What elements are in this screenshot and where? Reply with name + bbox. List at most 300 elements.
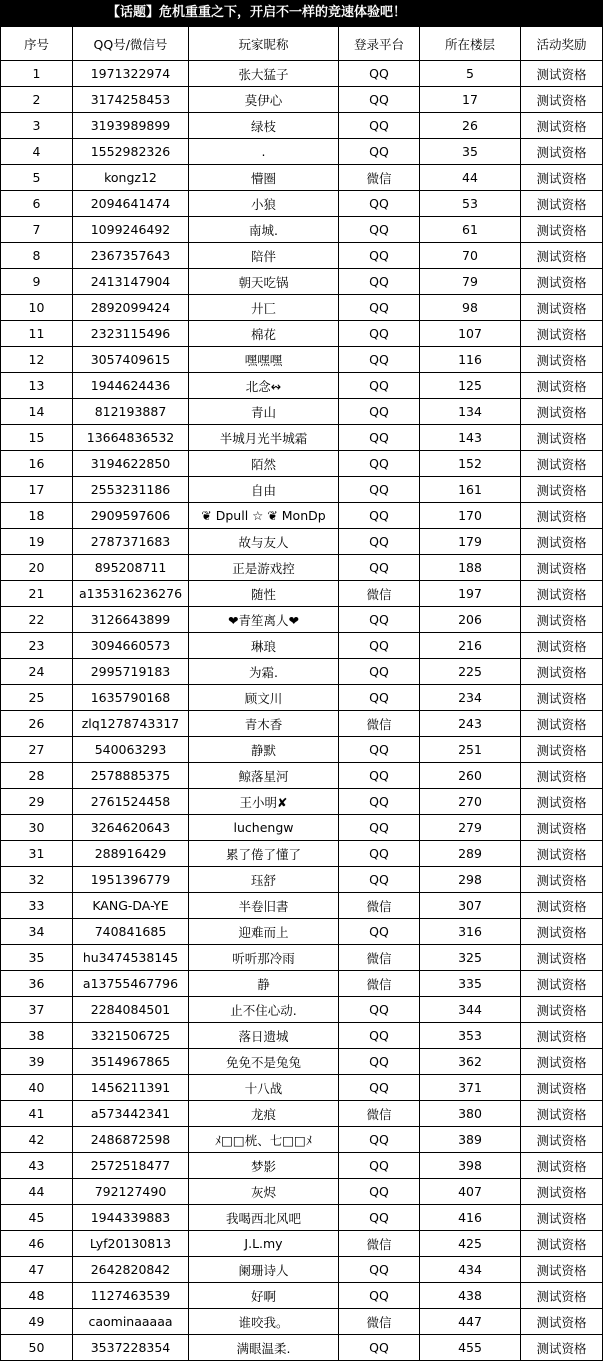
- cell-floor: 197: [420, 581, 521, 607]
- cell-account: 2486872598: [73, 1127, 189, 1153]
- cell-platform: QQ: [339, 1179, 420, 1205]
- cell-platform: 微信: [339, 581, 420, 607]
- cell-nickname: 自由: [189, 477, 339, 503]
- table-row: [1, 1257, 603, 1283]
- cell-platform: QQ: [339, 295, 420, 321]
- cell-index: 50: [1, 1335, 73, 1361]
- cell-nickname: 落日遗城: [189, 1023, 339, 1049]
- cell-floor: 5: [420, 61, 521, 87]
- cell-nickname: ❤青笙离人❤: [189, 607, 339, 633]
- cell-reward: 测试资格: [521, 113, 603, 139]
- table-row: [1, 347, 603, 373]
- cell-nickname: 止不住心动.: [189, 997, 339, 1023]
- cell-reward: 测试资格: [521, 867, 603, 893]
- table-row: [1, 815, 603, 841]
- cell-index: 32: [1, 867, 73, 893]
- cell-platform: QQ: [339, 997, 420, 1023]
- cell-platform: QQ: [339, 529, 420, 555]
- cell-platform: QQ: [339, 867, 420, 893]
- table-row: [1, 217, 603, 243]
- cell-reward: 测试资格: [521, 1023, 603, 1049]
- cell-index: 37: [1, 997, 73, 1023]
- cell-nickname: 嘿嘿嘿: [189, 347, 339, 373]
- cell-reward: 测试资格: [521, 1231, 603, 1257]
- cell-platform: QQ: [339, 841, 420, 867]
- cell-platform: QQ: [339, 607, 420, 633]
- cell-reward: 测试资格: [521, 971, 603, 997]
- cell-platform: QQ: [339, 321, 420, 347]
- table-row: [1, 945, 603, 971]
- cell-account: 1944339883: [73, 1205, 189, 1231]
- table-row: [1, 61, 603, 87]
- cell-account: 3537228354: [73, 1335, 189, 1361]
- header-reward: 活动奖励: [521, 27, 603, 61]
- cell-reward: 测试资格: [521, 1127, 603, 1153]
- cell-account: 2995719183: [73, 659, 189, 685]
- cell-index: 45: [1, 1205, 73, 1231]
- cell-index: 24: [1, 659, 73, 685]
- cell-index: 27: [1, 737, 73, 763]
- cell-account: 1971322974: [73, 61, 189, 87]
- cell-account: 2892099424: [73, 295, 189, 321]
- cell-reward: 测试资格: [521, 269, 603, 295]
- cell-index: 44: [1, 1179, 73, 1205]
- cell-floor: 398: [420, 1153, 521, 1179]
- cell-platform: QQ: [339, 191, 420, 217]
- table-row: [1, 789, 603, 815]
- cell-index: 17: [1, 477, 73, 503]
- cell-reward: 测试资格: [521, 243, 603, 269]
- cell-floor: 79: [420, 269, 521, 295]
- cell-reward: 测试资格: [521, 451, 603, 477]
- table-row: [1, 633, 603, 659]
- cell-reward: 测试资格: [521, 607, 603, 633]
- cell-platform: QQ: [339, 1205, 420, 1231]
- table-row: [1, 451, 603, 477]
- table-row: [1, 555, 603, 581]
- cell-index: 9: [1, 269, 73, 295]
- cell-platform: QQ: [339, 217, 420, 243]
- cell-account: 740841685: [73, 919, 189, 945]
- cell-floor: 270: [420, 789, 521, 815]
- header-platform: 登录平台: [339, 27, 420, 61]
- cell-nickname: 累了倦了懂了: [189, 841, 339, 867]
- cell-reward: 测试资格: [521, 659, 603, 685]
- cell-index: 29: [1, 789, 73, 815]
- table-row: [1, 711, 603, 737]
- cell-nickname: 陪伴: [189, 243, 339, 269]
- cell-index: 13: [1, 373, 73, 399]
- cell-reward: 测试资格: [521, 1075, 603, 1101]
- cell-platform: QQ: [339, 399, 420, 425]
- cell-account: a573442341: [73, 1101, 189, 1127]
- cell-account: kongz12: [73, 165, 189, 191]
- cell-reward: 测试资格: [521, 1309, 603, 1335]
- cell-floor: 17: [420, 87, 521, 113]
- cell-nickname: 听听那冷雨: [189, 945, 339, 971]
- cell-floor: 179: [420, 529, 521, 555]
- cell-nickname: 为霜.: [189, 659, 339, 685]
- cell-nickname: 好啊: [189, 1283, 339, 1309]
- cell-nickname: .: [189, 139, 339, 165]
- cell-platform: QQ: [339, 1335, 420, 1361]
- cell-platform: 微信: [339, 1101, 420, 1127]
- cell-nickname: 鲸落星河: [189, 763, 339, 789]
- cell-account: 2367357643: [73, 243, 189, 269]
- cell-nickname: 静默: [189, 737, 339, 763]
- cell-index: 41: [1, 1101, 73, 1127]
- cell-reward: 测试资格: [521, 295, 603, 321]
- cell-floor: 298: [420, 867, 521, 893]
- cell-floor: 380: [420, 1101, 521, 1127]
- cell-floor: 170: [420, 503, 521, 529]
- table-row: [1, 659, 603, 685]
- table-row: [1, 425, 603, 451]
- cell-index: 15: [1, 425, 73, 451]
- cell-nickname: 灰烬: [189, 1179, 339, 1205]
- cell-nickname: 朝天吃锅: [189, 269, 339, 295]
- cell-platform: QQ: [339, 451, 420, 477]
- cell-floor: 260: [420, 763, 521, 789]
- cell-index: 14: [1, 399, 73, 425]
- cell-reward: 测试资格: [521, 347, 603, 373]
- cell-account: 2572518477: [73, 1153, 189, 1179]
- cell-account: 1552982326: [73, 139, 189, 165]
- cell-nickname: 北念↭: [189, 373, 339, 399]
- table-row: [1, 243, 603, 269]
- cell-platform: 微信: [339, 893, 420, 919]
- table-row: [1, 477, 603, 503]
- cell-nickname: 青木香: [189, 711, 339, 737]
- cell-platform: QQ: [339, 737, 420, 763]
- cell-index: 42: [1, 1127, 73, 1153]
- cell-account: KANG-DA-YE: [73, 893, 189, 919]
- cell-nickname: 静: [189, 971, 339, 997]
- cell-account: 1951396779: [73, 867, 189, 893]
- table-row: [1, 1283, 603, 1309]
- cell-nickname: 十八战: [189, 1075, 339, 1101]
- cell-platform: QQ: [339, 685, 420, 711]
- table-row: [1, 87, 603, 113]
- cell-index: 35: [1, 945, 73, 971]
- table-row: [1, 581, 603, 607]
- cell-floor: 447: [420, 1309, 521, 1335]
- cell-account: caominaaaaa: [73, 1309, 189, 1335]
- cell-platform: QQ: [339, 1257, 420, 1283]
- cell-platform: QQ: [339, 633, 420, 659]
- cell-floor: 26: [420, 113, 521, 139]
- cell-account: 1099246492: [73, 217, 189, 243]
- cell-account: 3264620643: [73, 815, 189, 841]
- cell-index: 21: [1, 581, 73, 607]
- cell-nickname: 绿枝: [189, 113, 339, 139]
- cell-nickname: 半卷旧書: [189, 893, 339, 919]
- cell-platform: QQ: [339, 555, 420, 581]
- cell-account: 2094641474: [73, 191, 189, 217]
- cell-reward: 测试资格: [521, 997, 603, 1023]
- cell-platform: QQ: [339, 1153, 420, 1179]
- cell-index: 36: [1, 971, 73, 997]
- cell-account: 3057409615: [73, 347, 189, 373]
- cell-account: 2642820842: [73, 1257, 189, 1283]
- table-row: [1, 269, 603, 295]
- cell-reward: 测试资格: [521, 399, 603, 425]
- cell-reward: 测试资格: [521, 139, 603, 165]
- cell-reward: 测试资格: [521, 217, 603, 243]
- table-row: [1, 893, 603, 919]
- cell-index: 19: [1, 529, 73, 555]
- cell-reward: 测试资格: [521, 945, 603, 971]
- cell-reward: 测试资格: [521, 1257, 603, 1283]
- cell-index: 38: [1, 1023, 73, 1049]
- cell-floor: 98: [420, 295, 521, 321]
- cell-index: 23: [1, 633, 73, 659]
- cell-nickname: 阑珊诗人: [189, 1257, 339, 1283]
- cell-platform: QQ: [339, 1023, 420, 1049]
- cell-platform: QQ: [339, 503, 420, 529]
- cell-reward: 测试资格: [521, 1283, 603, 1309]
- cell-account: 2323115496: [73, 321, 189, 347]
- cell-reward: 测试资格: [521, 893, 603, 919]
- table-row: [1, 1101, 603, 1127]
- cell-account: 3514967865: [73, 1049, 189, 1075]
- cell-index: 46: [1, 1231, 73, 1257]
- cell-platform: 微信: [339, 711, 420, 737]
- cell-floor: 416: [420, 1205, 521, 1231]
- cell-platform: QQ: [339, 789, 420, 815]
- cell-reward: 测试资格: [521, 737, 603, 763]
- cell-nickname: 满眼温柔.: [189, 1335, 339, 1361]
- cell-nickname: 顾文川: [189, 685, 339, 711]
- cell-platform: 微信: [339, 971, 420, 997]
- table-header-row: [1, 27, 603, 61]
- table-row: [1, 841, 603, 867]
- cell-index: 5: [1, 165, 73, 191]
- cell-nickname: J.L.my: [189, 1231, 339, 1257]
- table-row: [1, 1075, 603, 1101]
- table-row: [1, 113, 603, 139]
- cell-platform: QQ: [339, 763, 420, 789]
- cell-platform: QQ: [339, 1127, 420, 1153]
- cell-nickname: 梦影: [189, 1153, 339, 1179]
- cell-nickname: ❦ Dpull ☆ ❦ MonDp: [189, 503, 339, 529]
- cell-index: 10: [1, 295, 73, 321]
- cell-platform: QQ: [339, 1075, 420, 1101]
- cell-floor: 425: [420, 1231, 521, 1257]
- page-title: 【话题】危机重重之下，开启不一样的竞速体验吧！: [0, 0, 603, 26]
- cell-platform: QQ: [339, 347, 420, 373]
- cell-reward: 测试资格: [521, 685, 603, 711]
- cell-floor: 389: [420, 1127, 521, 1153]
- cell-index: 25: [1, 685, 73, 711]
- table-row: [1, 373, 603, 399]
- table-row: [1, 867, 603, 893]
- cell-index: 26: [1, 711, 73, 737]
- cell-floor: 70: [420, 243, 521, 269]
- cell-account: 3193989899: [73, 113, 189, 139]
- cell-nickname: 故与友人: [189, 529, 339, 555]
- cell-account: hu3474538145: [73, 945, 189, 971]
- cell-index: 1: [1, 61, 73, 87]
- cell-nickname: 琳琅: [189, 633, 339, 659]
- cell-platform: QQ: [339, 61, 420, 87]
- header-nickname: 玩家昵称: [189, 27, 339, 61]
- cell-floor: 35: [420, 139, 521, 165]
- cell-nickname: 我喝西北风吧: [189, 1205, 339, 1231]
- table-row: [1, 607, 603, 633]
- cell-reward: 测试资格: [521, 1153, 603, 1179]
- cell-reward: 测试资格: [521, 789, 603, 815]
- cell-reward: 测试资格: [521, 555, 603, 581]
- header-account: QQ号/微信号: [73, 27, 189, 61]
- cell-index: 16: [1, 451, 73, 477]
- table-row: [1, 1153, 603, 1179]
- cell-nickname: 张大猛子: [189, 61, 339, 87]
- cell-platform: QQ: [339, 373, 420, 399]
- cell-floor: 188: [420, 555, 521, 581]
- cell-reward: 测试资格: [521, 841, 603, 867]
- cell-account: 2284084501: [73, 997, 189, 1023]
- cell-floor: 362: [420, 1049, 521, 1075]
- cell-nickname: 免免不是兔兔: [189, 1049, 339, 1075]
- cell-floor: 152: [420, 451, 521, 477]
- cell-index: 12: [1, 347, 73, 373]
- cell-account: 812193887: [73, 399, 189, 425]
- cell-index: 4: [1, 139, 73, 165]
- cell-index: 28: [1, 763, 73, 789]
- table-row: [1, 503, 603, 529]
- cell-platform: QQ: [339, 1049, 420, 1075]
- cell-reward: 测试资格: [521, 373, 603, 399]
- cell-reward: 测试资格: [521, 425, 603, 451]
- cell-floor: 434: [420, 1257, 521, 1283]
- table-row: [1, 1205, 603, 1231]
- cell-nickname: 珏舒: [189, 867, 339, 893]
- cell-floor: 325: [420, 945, 521, 971]
- cell-nickname: luchengw: [189, 815, 339, 841]
- cell-account: zlq1278743317: [73, 711, 189, 737]
- table-row: [1, 1309, 603, 1335]
- cell-platform: 微信: [339, 945, 420, 971]
- cell-floor: 289: [420, 841, 521, 867]
- table-row: [1, 1023, 603, 1049]
- cell-platform: QQ: [339, 113, 420, 139]
- cell-account: 1127463539: [73, 1283, 189, 1309]
- cell-account: 2761524458: [73, 789, 189, 815]
- cell-platform: 微信: [339, 1231, 420, 1257]
- cell-account: 3321506725: [73, 1023, 189, 1049]
- cell-nickname: 龙痕: [189, 1101, 339, 1127]
- cell-account: 1635790168: [73, 685, 189, 711]
- cell-index: 31: [1, 841, 73, 867]
- table-row: [1, 763, 603, 789]
- header-index: 序号: [1, 27, 73, 61]
- cell-account: 895208711: [73, 555, 189, 581]
- table-row: [1, 1127, 603, 1153]
- cell-nickname: 青山: [189, 399, 339, 425]
- table-row: [1, 165, 603, 191]
- cell-reward: 测试资格: [521, 1335, 603, 1361]
- cell-nickname: 迎难而上: [189, 919, 339, 945]
- cell-floor: 344: [420, 997, 521, 1023]
- header-floor: 所在楼层: [420, 27, 521, 61]
- cell-account: Lyf20130813: [73, 1231, 189, 1257]
- cell-reward: 测试资格: [521, 321, 603, 347]
- table-row: [1, 321, 603, 347]
- cell-platform: QQ: [339, 1283, 420, 1309]
- cell-floor: 234: [420, 685, 521, 711]
- table-row: [1, 1335, 603, 1361]
- cell-floor: 371: [420, 1075, 521, 1101]
- cell-reward: 测试资格: [521, 477, 603, 503]
- cell-floor: 134: [420, 399, 521, 425]
- cell-index: 11: [1, 321, 73, 347]
- cell-platform: QQ: [339, 659, 420, 685]
- cell-index: 33: [1, 893, 73, 919]
- cell-floor: 225: [420, 659, 521, 685]
- cell-floor: 161: [420, 477, 521, 503]
- cell-nickname: 棉花: [189, 321, 339, 347]
- cell-floor: 316: [420, 919, 521, 945]
- cell-index: 43: [1, 1153, 73, 1179]
- cell-nickname: 南城.: [189, 217, 339, 243]
- cell-nickname: 陌然: [189, 451, 339, 477]
- cell-index: 48: [1, 1283, 73, 1309]
- cell-account: 2578885375: [73, 763, 189, 789]
- table-row: [1, 399, 603, 425]
- cell-account: 2413147904: [73, 269, 189, 295]
- cell-reward: 测试资格: [521, 1205, 603, 1231]
- cell-index: 3: [1, 113, 73, 139]
- cell-account: 2787371683: [73, 529, 189, 555]
- cell-floor: 44: [420, 165, 521, 191]
- cell-nickname: 懵圈: [189, 165, 339, 191]
- cell-index: 7: [1, 217, 73, 243]
- cell-nickname: ﾒ□□桄、七□□ﾒ: [189, 1127, 339, 1153]
- cell-platform: QQ: [339, 269, 420, 295]
- cell-account: 1944624436: [73, 373, 189, 399]
- cell-floor: 335: [420, 971, 521, 997]
- cell-reward: 测试资格: [521, 633, 603, 659]
- cell-reward: 测试资格: [521, 815, 603, 841]
- cell-platform: QQ: [339, 477, 420, 503]
- table-row: [1, 191, 603, 217]
- cell-reward: 测试资格: [521, 165, 603, 191]
- cell-account: 540063293: [73, 737, 189, 763]
- cell-floor: 143: [420, 425, 521, 451]
- cell-account: 3174258453: [73, 87, 189, 113]
- table-row: [1, 997, 603, 1023]
- cell-reward: 测试资格: [521, 503, 603, 529]
- cell-platform: QQ: [339, 919, 420, 945]
- cell-floor: 107: [420, 321, 521, 347]
- cell-reward: 测试资格: [521, 1179, 603, 1205]
- cell-account: 3126643899: [73, 607, 189, 633]
- table-row: [1, 971, 603, 997]
- cell-reward: 测试资格: [521, 1101, 603, 1127]
- cell-account: 1456211391: [73, 1075, 189, 1101]
- cell-floor: 438: [420, 1283, 521, 1309]
- cell-nickname: 正是游戏控: [189, 555, 339, 581]
- cell-reward: 测试资格: [521, 763, 603, 789]
- cell-floor: 307: [420, 893, 521, 919]
- table-row: [1, 295, 603, 321]
- cell-nickname: 廾匸: [189, 295, 339, 321]
- cell-account: 2553231186: [73, 477, 189, 503]
- table-row: [1, 1049, 603, 1075]
- cell-floor: 279: [420, 815, 521, 841]
- cell-reward: 测试资格: [521, 711, 603, 737]
